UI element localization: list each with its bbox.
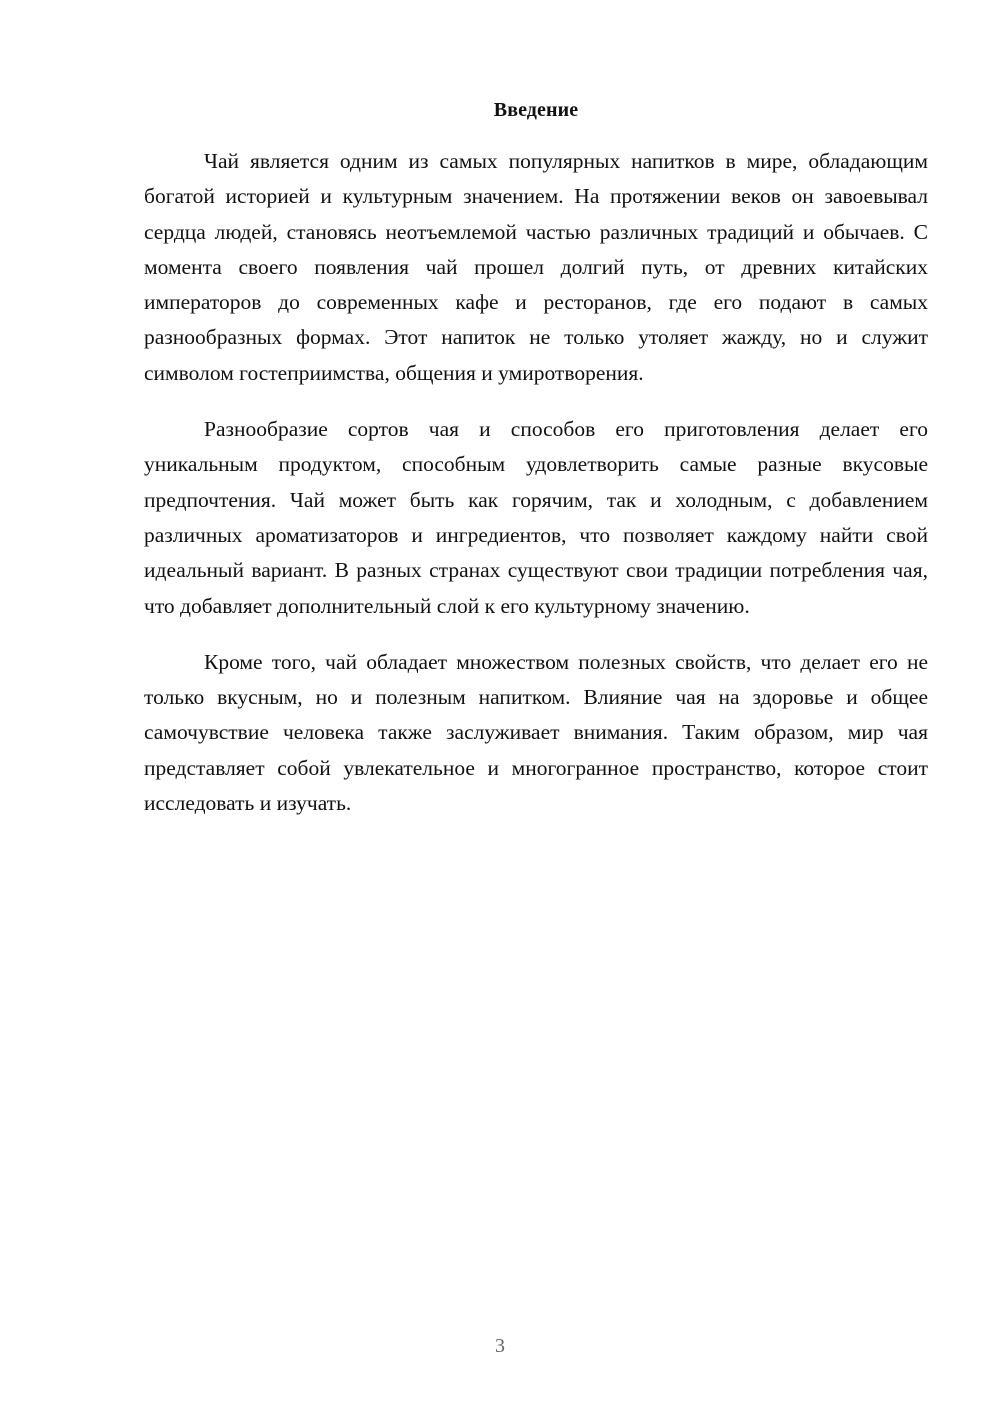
paragraph-3: Кроме того, чай обладает множеством полезных свойств, что делает его не только вкусным, но и полезным напитком. Влияние чая на здоровье и общее самочувствие человека также заслуживает внимания. Таким образом, мир чая представляет собой увлекательное и многогранное пространство, которое стоит исследовать и изучать. <box>144 649 928 816</box>
document-body <box>144 93 928 842</box>
page-number: 3 <box>495 1335 505 1357</box>
paragraph-2: Разнообразие сортов чая и способов его приготовления делает его уникальным продуктом, способным удовлетворить самые разные вкусовые предпочтения. Чай может быть как горячим, так и холодным, с добавлением различных ароматизаторов и ингредиентов, что позволяет каждому найти свой идеальный вариант. В разных странах существуют свои традиции потребления чая, что добавляет дополнительный слой к его культурному значению. <box>144 417 928 618</box>
section-title: Введение <box>493 99 579 121</box>
paragraph-1: Чай является одним из самых популярных напитков в мире, обладающим богатой историей и культурным значением. На протяжении веков он завоевывал сердца людей, становясь неотъемлемой частью различных традиций и обычаев. С момента своего появления чай прошел долгий путь, от древних китайских императоров до современных кафе и ресторанов, где его подают в самых разнообразных формах. Этот напиток не только утоляет жажду, но и служит символом гостеприимства, общения и умиротворения. <box>144 149 928 385</box>
